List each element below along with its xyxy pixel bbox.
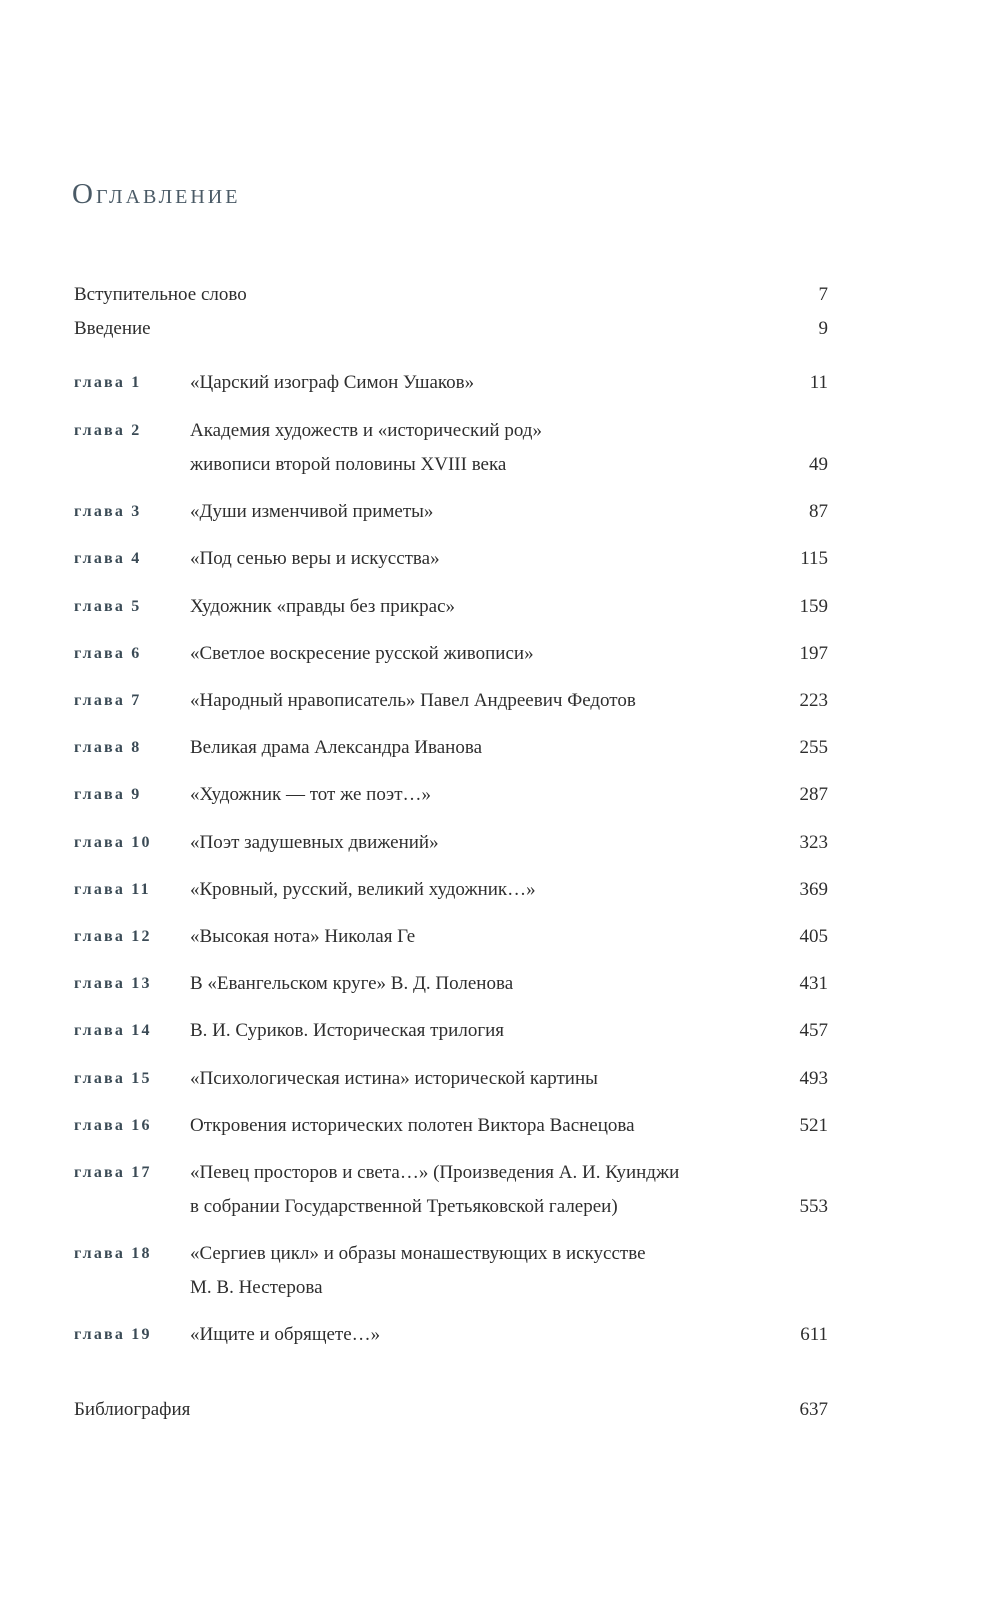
entry-title: Вступительное слово bbox=[74, 284, 247, 305]
chapter-page: 223 bbox=[799, 690, 828, 711]
chapter-page: 287 bbox=[799, 784, 828, 805]
chapter-label: глава 10 bbox=[74, 834, 152, 851]
chapter-title: «Высокая нота» Николая Ге bbox=[190, 926, 416, 947]
chapter-title: В. И. Суриков. Историческая трилогия bbox=[190, 1020, 505, 1041]
chapter-title: «Поэт задушевных движений» bbox=[190, 832, 439, 853]
entry-page: 7 bbox=[818, 284, 828, 305]
chapter-title: В «Евангельском круге» В. Д. Поленова bbox=[190, 973, 514, 994]
chapter-label: глава 6 bbox=[74, 645, 142, 662]
chapter-page: 159 bbox=[799, 596, 828, 617]
chapter-page: 493 bbox=[799, 1068, 828, 1089]
chapter-page: 49 bbox=[809, 454, 828, 475]
entry-page: 9 bbox=[818, 318, 828, 339]
chapter-label: глава 15 bbox=[74, 1070, 152, 1087]
chapter-label: глава 4 bbox=[74, 550, 142, 567]
chapter-page: 611 bbox=[800, 1324, 828, 1345]
chapter-page: 115 bbox=[800, 548, 828, 569]
chapter-label: глава 5 bbox=[74, 598, 142, 615]
chapter-label: глава 2 bbox=[74, 422, 142, 439]
chapter-page: 369 bbox=[799, 879, 828, 900]
chapter-title: «Под сенью веры и искусства» bbox=[190, 548, 440, 569]
chapter-title: «Психологическая истина» исторической картины bbox=[190, 1068, 598, 1089]
chapter-page: 323 bbox=[799, 832, 828, 853]
chapter-page: 553 bbox=[799, 1196, 828, 1217]
chapter-title: Откровения исторических полотен Виктора Васнецова bbox=[190, 1115, 635, 1136]
chapter-title-line-2: в собрании Государственной Третьяковской галереи) bbox=[190, 1196, 618, 1217]
entry-title: Библиография bbox=[74, 1399, 191, 1420]
chapter-title: «Царский изограф Симон Ушаков» bbox=[190, 372, 475, 393]
chapter-page: 255 bbox=[799, 737, 828, 758]
chapter-title-line-2: М. В. Нестерова bbox=[190, 1277, 323, 1298]
chapter-label: глава 3 bbox=[74, 503, 142, 520]
chapter-title: Художник «правды без прикрас» bbox=[190, 596, 456, 617]
chapter-title-line-1: «Сергиев цикл» и образы монашествующих в искусстве bbox=[190, 1243, 646, 1264]
chapter-title: «Ищите и обрящете…» bbox=[190, 1324, 381, 1345]
chapter-title: «Светлое воскресение русской живописи» bbox=[190, 643, 534, 664]
chapter-title-line-2: живописи второй половины XVIII века bbox=[190, 454, 507, 475]
entry-page: 637 bbox=[799, 1399, 828, 1420]
chapter-page: 431 bbox=[799, 973, 828, 994]
chapter-label: глава 7 bbox=[74, 692, 142, 709]
chapter-title-line-1: «Певец просторов и света…» (Произведения А. И. Куинджи bbox=[190, 1162, 680, 1183]
chapter-label: глава 9 bbox=[74, 786, 142, 803]
chapter-title: «Кровный, русский, великий художник…» bbox=[190, 879, 536, 900]
chapter-label: глава 8 bbox=[74, 739, 142, 756]
chapter-page: 87 bbox=[809, 501, 828, 522]
chapter-label: глава 13 bbox=[74, 975, 152, 992]
chapter-label: глава 14 bbox=[74, 1022, 152, 1039]
chapter-title: «Души изменчивой приметы» bbox=[190, 501, 434, 522]
chapter-label: глава 18 bbox=[74, 1245, 152, 1262]
chapter-label: глава 19 bbox=[74, 1326, 152, 1343]
chapter-page: 405 bbox=[799, 926, 828, 947]
chapter-label: глава 1 bbox=[74, 374, 142, 391]
page-title: Оглавление bbox=[72, 178, 241, 210]
chapter-page: 11 bbox=[809, 372, 828, 393]
chapter-title: «Народный нравописатель» Павел Андреевич Федотов bbox=[190, 690, 636, 711]
chapter-label: глава 17 bbox=[74, 1164, 152, 1181]
chapter-page: 521 bbox=[799, 1115, 828, 1136]
chapter-label: глава 11 bbox=[74, 881, 151, 898]
chapter-page: 197 bbox=[799, 643, 828, 664]
chapter-title-line-1: Академия художеств и «исторический род» bbox=[190, 420, 542, 441]
chapter-label: глава 16 bbox=[74, 1117, 152, 1134]
entry-title: Введение bbox=[74, 318, 151, 339]
chapter-title: «Художник — тот же поэт…» bbox=[190, 784, 432, 805]
chapter-page: 457 bbox=[799, 1020, 828, 1041]
chapter-title: Великая драма Александра Иванова bbox=[190, 737, 483, 758]
chapter-label: глава 12 bbox=[74, 928, 152, 945]
